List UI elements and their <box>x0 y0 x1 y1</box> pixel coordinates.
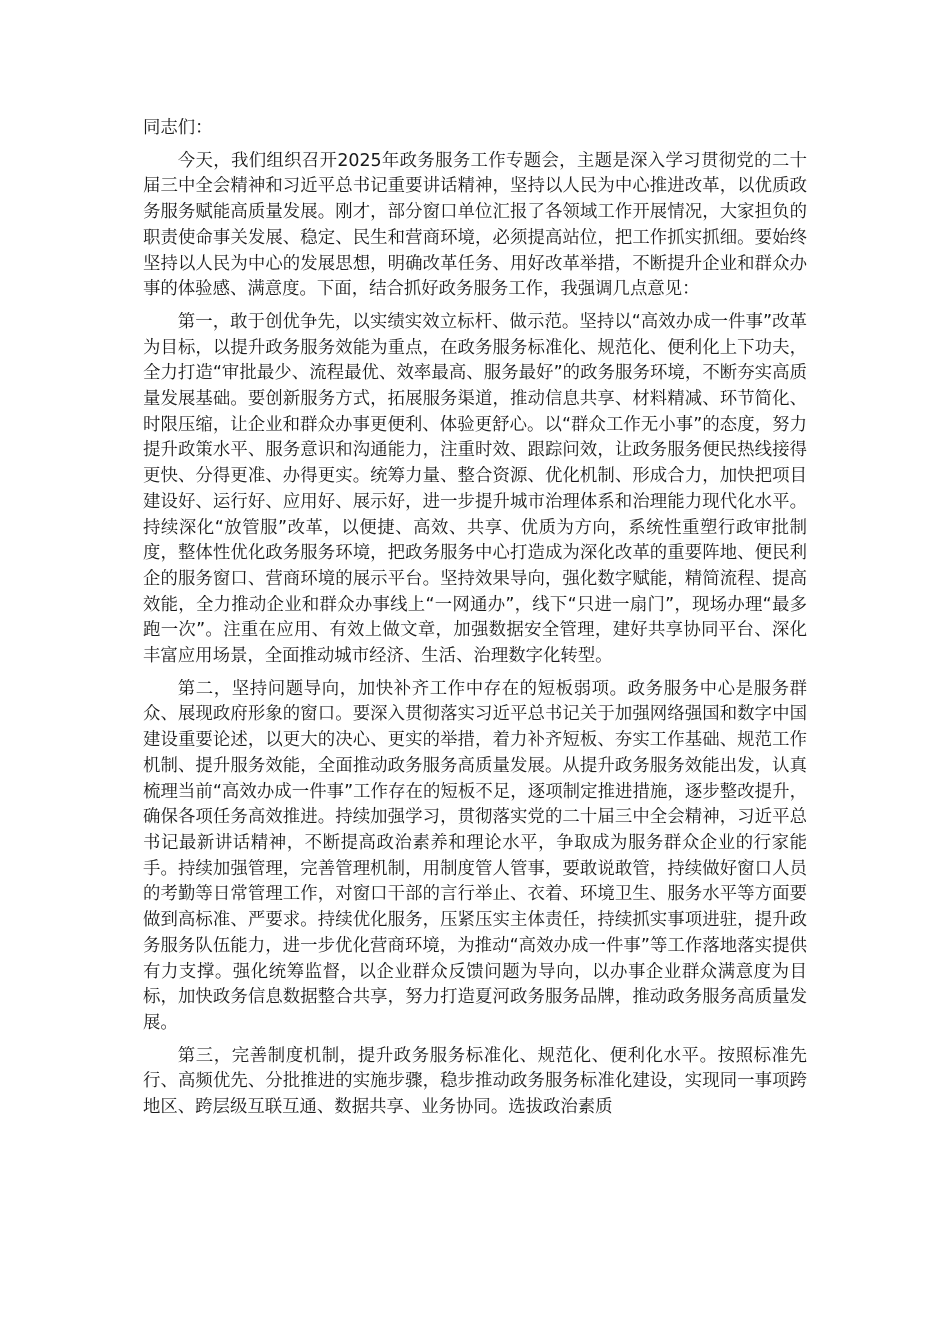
paragraph-second-point: 第二，坚持问题导向，加快补齐工作中存在的短板弱项。政务服务中心是服务群众、展现政府形象的窗口。要深入贯彻落实习近平总书记关于加强网络强国和数字中国建设重要论述，以更大的决心、更实的举措，着力补齐短板、夯实工作基础、规范工作机制、提升服务效能，全面推动政务服务高质量发展。从提升政务服务效能出发，认真梳理当前“高效办成一件事”工作存在的短板不足，逐项制定推进措施，逐步整改提升，确保各项任务高效推进。持续加强学习，贯彻落实党的二十届三中全会精神，习近平总书记最新讲话精神，不断提高政治素养和理论水平，争取成为服务群众企业的行家能手。持续加强管理，完善管理机制，用制度管人管事，要敢说敢管，持续做好窗口人员的考勤等日常管理工作，对窗口干部的言行举止、衣着、环境卫生、服务水平等方面要做到高标准、严要求。持续优化服务，压紧压实主体责任，持续抓实事项进驻，提升政务服务队伍能力，进一步优化营商环境，为推动“高效办成一件事”等工作落地落实提供有力支撑。强化统筹监督，以企业群众反馈问题为导向，以办事企业群众满意度为目标，加快政务信息数据整合共享，努力打造夏河政务服务品牌，推动政务服务高质量发展。 <box>143 678 807 1033</box>
document-body <box>143 116 807 1128</box>
paragraph-first-point: 第一，敢于创优争先，以实绩实效立标杆、做示范。坚持以“高效办成一件事”改革为目标，以提升政务服务效能为重点，在政务服务标准化、规范化、便利化上下功夫，全力打造“审批最少、流程最优、效率最高、服务最好”的政务服务环境，不断夯实高质量发展基础。要创新服务方式，拓展服务渠道，推动信息共享、材料精减、环节简化、时限压缩，让企业和群众办事更便利、体验更舒心。以“群众工作无小事”的态度，努力提升政策水平、服务意识和沟通能力，注重时效、跟踪问效，让政务服务便民热线接得更快、分得更准、办得更实。统筹力量、整合资源、优化机制、形成合力，加快把项目建设好、运行好、应用好、展示好，进一步提升城市治理体系和治理能力现代化水平。持续深化“放管服”改革，以便捷、高效、共享、优质为方向，系统性重塑行政审批制度，整体性优化政务服务环境，把政务服务中心打造成为深化改革的重要阵地、便民利企的服务窗口、营商环境的展示平台。坚持效果导向，强化数字赋能，精简流程、提高效能，全力推动企业和群众办事线上“一网通办”，线下“只进一扇门”，现场办理“最多跑一次”。注重在应用、有效上做文章，加强数据安全管理，建好共享协同平台、深化丰富应用场景，全面推动城市经济、生活、治理数字化转型。 <box>143 311 807 667</box>
paragraph-intro: 今天，我们组织召开2025年政务服务工作专题会，主题是深入学习贯彻党的二十届三中全会精神和习近平总书记重要讲话精神，坚持以人民为中心推进改革，以优质政务服务赋能高质量发展。刚才，部分窗口单位汇报了各领域工作开展情况，大家担负的职责使命事关发展、稳定、民生和营商环境，必须提高站位，把工作抓实抓细。要始终坚持以人民为中心的发展思想，明确改革任务、用好改革举措，不断提升企业和群众办事的体验感、满意度。下面，结合抓好政务服务工作，我强调几点意见： <box>143 150 807 300</box>
paragraph-third-point: 第三，完善制度机制，提升政务服务标准化、规范化、便利化水平。按照标准先行、高频优先、分批推进的实施步骤，稳步推动政务服务标准化建设，实现同一事项跨地区、跨层级互联互通、数据共享、业务协同。选拔政治素质 <box>143 1045 807 1118</box>
salutation: 同志们： <box>143 118 213 138</box>
